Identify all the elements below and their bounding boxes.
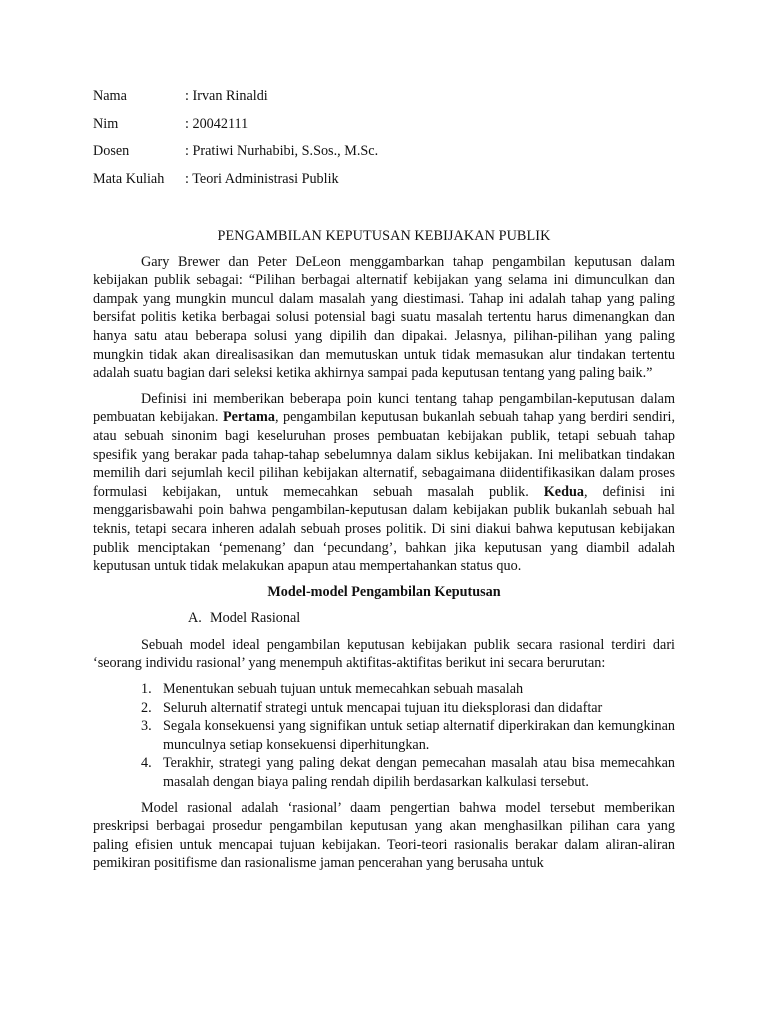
list-item [93,699,675,718]
subsection-label: Model Rasional [210,610,301,627]
identity-row [93,142,378,170]
student-identity [93,87,378,197]
list-item [93,680,675,699]
identity-label: Nim [93,115,119,132]
identity-value: : 20042111 [185,115,249,132]
paragraph-text: , definisi ini menggarisbawahi poin bahwa pengambilan-keputusan dalam kebijakan publik bukanlah sebuah hal teknis, tetapi secara inheren adalah sebuah proses politik. Di sini diakui bahwa keputusan kebijakan publik menciptakan ‘pemenang’ dan ‘pecundang’, bahkan jika keputusan yang diambil adalah keputusan untuk tidak melakukan apapun atau mempertahankan status quo. [93,483,675,575]
list-number: 2. [141,699,152,716]
subsection-letter: A. [188,610,202,627]
identity-row [93,115,378,143]
list-item-text: Segala konsekuensi yang signifikan untuk setiap alternatif diperkirakan dan kemungkinan munculnya setiap konsekuensi diperhitungkan. [163,718,675,753]
identity-row [93,87,378,115]
identity-value: : Irvan Rinaldi [185,88,268,104]
document-body [93,227,675,880]
steps-list [93,680,675,792]
paragraph-definition: Gary Brewer dan Peter DeLeon menggambarkan tahap pengambilan keputusan dalam kebijakan publik sebagai: “Pilihan berbagai alternatif kebijakan yang selama ini dimunculkan dan dampak yang mungkin muncul dalam masalah yang diestimasi. Tahap ini adalah tahap yang paling bersifat politis ketika berbagai solusi potensial bagi suatu masalah tertentu harus dimenangkan dan hanya satu atau beberapa solusi yang dipilih dan dipakai. Jelasnya, pilihan-pilihan yang paling mungkin tidak akan direalisasikan dan memutuskan untuk tidak memasukan alur tindakan tertentu adalah suatu bagian dari seleksi ketika akhirnya sampai pada keputusan tentang yang paling baik.” [93,253,675,382]
list-item [93,717,675,754]
paragraph-key-points [93,390,675,576]
section-heading: Model-model Pengambilan Keputusan [267,583,501,600]
list-number: 4. [141,755,152,772]
identity-row [93,170,378,198]
list-item-text: Terakhir, strategi yang paling dekat dengan pemecahan masalah atau bisa memecahkan masalah dengan biaya paling rendah dipilih berdasarkan kalkulasi tersebut. [163,755,675,791]
paragraph-rational-model: Sebuah model ideal pengambilan keputusan kebijakan publik secara rasional terdiri dari ‘seorang individu rasional’ yang menempuh aktifitas-aktifitas berikut ini secara berurutan: [93,636,675,672]
emphasis-first: Pertama [222,409,275,426]
identity-value: : Pratiwi Nurhabibi, S.Sos., M.Sc. [185,143,379,159]
paragraph-text: , pengambilan keputusan bukanlah sebuah tahap yang berdiri sendiri, atau sebuah sinonim bagi keseluruhan proses pembuatan kebijakan publik, tetapi sebuah tahap spesifik yang berakar pada tahap-tahap sebelumnya dalam siklus kebijakan. Ini melibatkan tindakan memilih dari sejumlah kecil pilihan kebijakan alternatif, sebagaimana diidentifikasikan dalam proses formulasi kebijakan, untuk memecahkan sebuah masalah publik. [93,409,675,500]
list-number: 1. [141,681,152,698]
identity-label: Dosen [93,143,130,159]
subsection-heading [93,609,675,628]
list-item-text: Seluruh alternatif strategi untuk mencapai tujuan itu dieksplorasi dan didaftar [163,699,603,716]
list-item-text: Menentukan sebuah tujuan untuk memecahkan sebuah masalah [163,681,524,698]
identity-label: Mata Kuliah [93,170,165,187]
identity-value: : Teori Administrasi Publik [185,170,339,187]
list-item [93,754,675,791]
paragraph-rational-meaning: Model rasional adalah ‘rasional’ daam pengertian bahwa model tersebut memberikan preskripsi berbagai prosedur pengambilan keputusan yang akan menghasilkan pilihan cara yang paling efisien untuk mencapai tujuan kebijakan. Teori-teori rasionalis berakar dalam aliran-aliran pemikiran positifisme dan rasionalisme jaman pencerahan yang berusaha untuk [93,799,675,872]
paragraph-text: Definisi ini memberikan beberapa poin kunci tentang tahap pengambilan-keputusan dalam pembuatan kebijakan. [93,390,675,426]
document-title: PENGAMBILAN KEPUTUSAN KEBIJAKAN PUBLIK [217,228,551,244]
list-number: 3. [141,718,152,735]
emphasis-second: Kedua [543,483,584,500]
identity-label: Nama [93,88,127,104]
